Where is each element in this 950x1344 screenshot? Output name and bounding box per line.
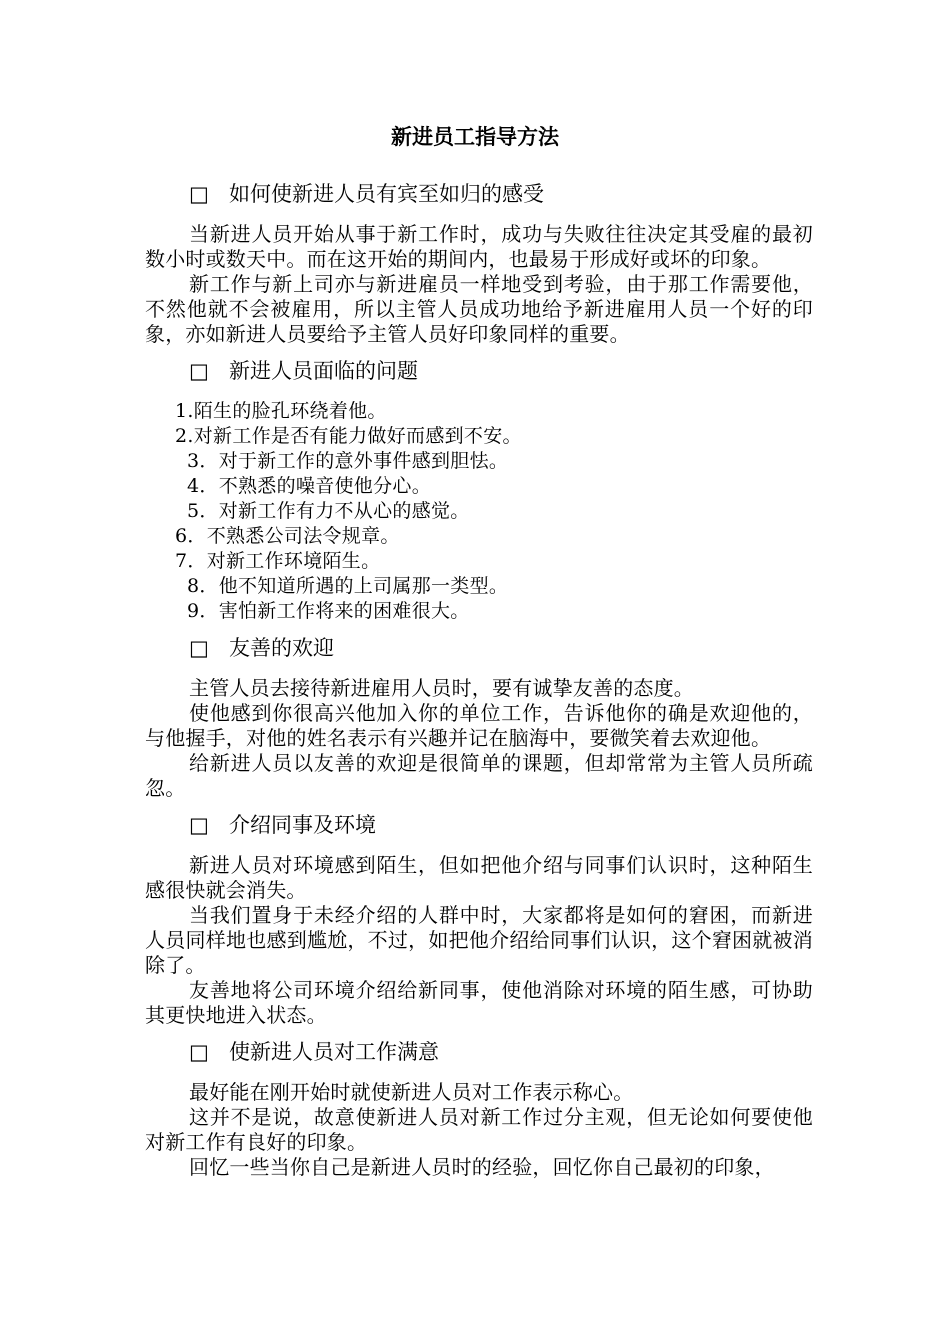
paragraph: 给新进人员以友善的欢迎是很简单的课题，但却常常为主管人员所疏忽。: [145, 751, 813, 800]
checkbox-bullet-icon: □: [189, 1040, 209, 1064]
list-item: 9．害怕新工作将来的困难很大。: [187, 600, 470, 622]
section-heading-text: 友善的欢迎: [229, 636, 334, 660]
list-item: 1.陌生的脸孔环绕着他。: [175, 400, 387, 422]
section-heading: [145, 359, 813, 385]
section-heading-text: 介绍同事及环境: [229, 813, 376, 837]
section-heading-text: 新进人员面临的问题: [229, 359, 418, 383]
paragraph: 友善地将公司环境介绍给新同事，使他消除对环境的陌生感，可协助其更快地进入状态。: [145, 978, 813, 1027]
section-heading-text: 使新进人员对工作满意: [229, 1040, 439, 1064]
document-body: [145, 182, 813, 1180]
list-item: 6．不熟悉公司法令规章。: [175, 525, 400, 547]
paragraph: 新工作与新上司亦与新进雇员一样地受到考验，由于那工作需要他，不然他就不会被雇用，所以主管人员成功地给予新进雇用人员一个好的印象，亦如新进人员要给予主管人员好印象同样的重要。: [145, 272, 813, 346]
paragraph: 当新进人员开始从事于新工作时，成功与失败往往决定其受雇的最初数小时或数天中。而在这开始的期间内，也最易于形成好或坏的印象。: [145, 222, 813, 271]
section-heading: [145, 813, 813, 839]
list-item: 5．对新工作有力不从心的感觉。: [187, 500, 470, 522]
list-item: 3．对于新工作的意外事件感到胆怯。: [187, 450, 509, 472]
checkbox-bullet-icon: □: [189, 813, 209, 837]
paragraph: 回忆一些当你自己是新进人员时的经验，回忆你自己最初的印象，: [189, 1155, 775, 1179]
paragraph: 使他感到你很高兴他加入你的单位工作，告诉他你的确是欢迎他的，与他握手，对他的姓名表示有兴趣并记在脑海中，要微笑着去欢迎他。: [145, 701, 813, 750]
section-heading: [145, 1040, 813, 1066]
list-item: 7．对新工作环境陌生。: [175, 550, 381, 572]
section-heading: [145, 636, 813, 662]
document-title: 新进员工指导方法: [391, 125, 559, 149]
paragraph: 最好能在刚开始时就使新进人员对工作表示称心。: [189, 1080, 634, 1104]
paragraph: 当我们置身于未经介绍的人群中时，大家都将是如何的窘困，而新进人员同样地也感到尴尬，不过，如把他介绍给同事们认识，这个窘困就被消除了。: [145, 903, 813, 977]
paragraph: 新进人员对环境感到陌生，但如把他介绍与同事们认识时，这种陌生感很快就会消失。: [145, 853, 813, 902]
list-item: 8．他不知道所遇的上司属那一类型。: [187, 575, 509, 597]
section-heading: [145, 182, 813, 208]
section-heading-text: 如何使新进人员有宾至如归的感受: [229, 182, 544, 206]
paragraph: 这并不是说，故意使新进人员对新工作过分主观，但无论如何要使他对新工作有良好的印象。: [145, 1105, 813, 1154]
checkbox-bullet-icon: □: [189, 359, 209, 383]
checkbox-bullet-icon: □: [189, 182, 209, 206]
paragraph: 主管人员去接待新进雇用人员时，要有诚挚友善的态度。: [189, 676, 694, 700]
problem-list: [145, 399, 813, 624]
list-item: 4．不熟悉的噪音使他分心。: [187, 475, 431, 497]
checkbox-bullet-icon: □: [189, 636, 209, 660]
list-item: 2.对新工作是否有能力做好而感到不安。: [175, 425, 522, 447]
